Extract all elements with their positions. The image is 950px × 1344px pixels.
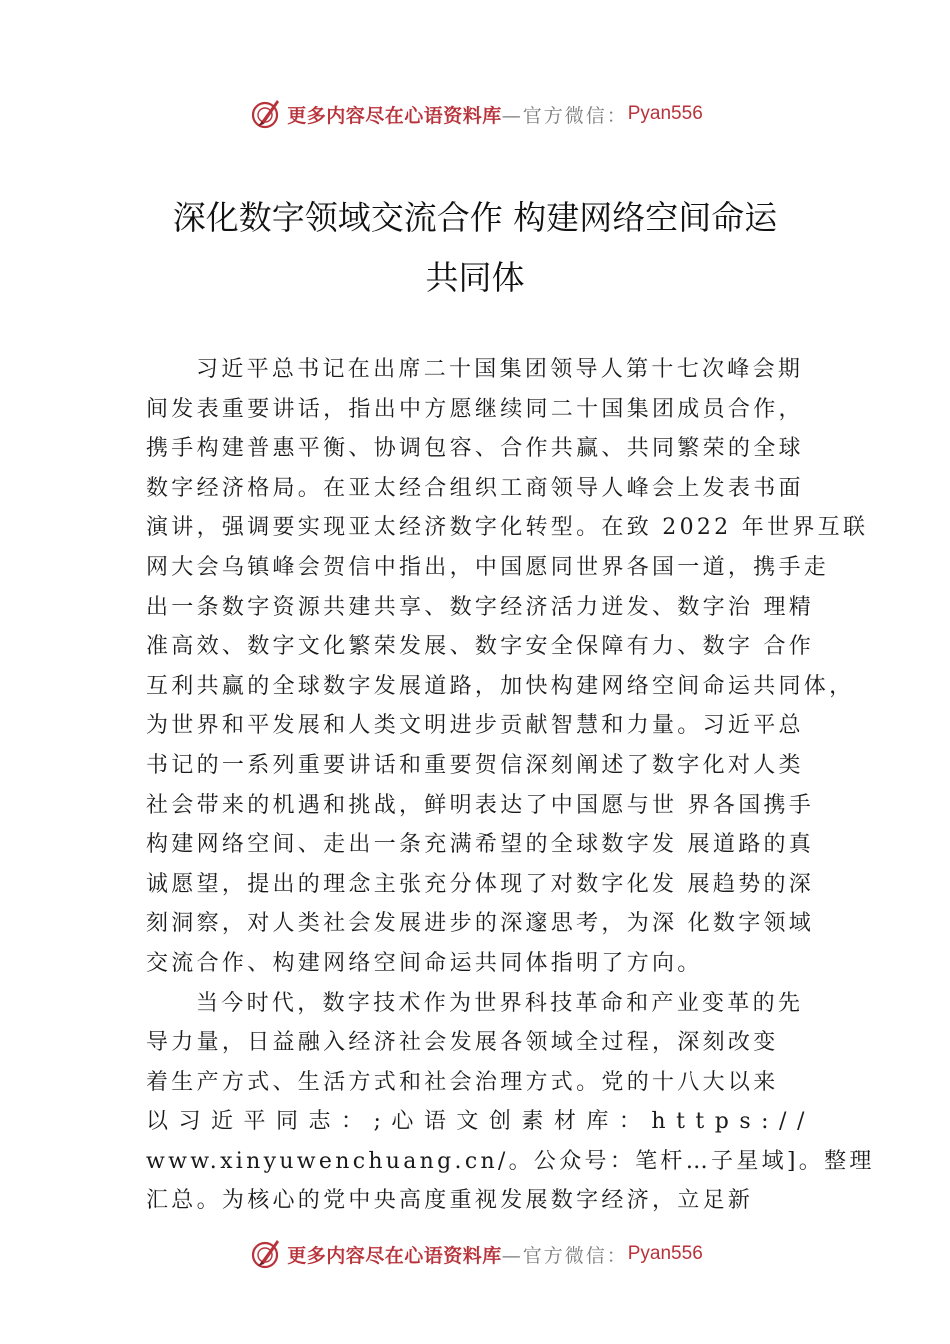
paragraph-2-line: 以习近平同志：;心语文创素材库：https:// — [146, 1109, 815, 1135]
footer-banner — [0, 1232, 950, 1276]
quill-seal-logo-icon — [247, 1236, 283, 1272]
paragraph-1-line: 出一条数字资源共建共享、数字经济活力迸发、数字治 理精 — [146, 594, 815, 620]
banner-site-name: 更多内容尽在心语资料库 — [287, 1244, 502, 1267]
paragraph-2-line: www.xinyuwenchuang.cn/。公众号：笔杆…子星域]。整理 — [146, 1148, 875, 1174]
paragraph-1-line: 数字经济格局。在亚太经合组织工商领导人峰会上发表书面 — [146, 475, 804, 501]
banner-separator: —官方微信： — [501, 1244, 628, 1267]
paragraph-1-line: 携手构建普惠平衡、协调包容、合作共赢、共同繁荣的全球 — [146, 436, 804, 462]
header-banner — [0, 92, 950, 136]
paragraph-1-line: 演讲，强调要实现亚太经济数字化转型。在致 2022 年世界互联 — [146, 515, 869, 541]
paragraph-1-line: 刻洞察，对人类社会发展进步的深邃思考，为深 化数字领域 — [146, 911, 815, 937]
banner-wechat-id: Pyan556 — [627, 103, 703, 124]
paragraph-2-line: 着生产方式、生活方式和社会治理方式。党的十八大以来 — [146, 1069, 779, 1095]
paragraph-1-line: 构建网络空间、走出一条充满希望的全球数字发 展道路的真 — [146, 832, 815, 858]
paragraph-1-line: 社会带来的机遇和挑战，鲜明表达了中国愿与世 界各国携手 — [146, 792, 815, 818]
paragraph-1-line: 互利共赢的全球数字发展道路，加快构建网络空间命运共同体， — [146, 673, 855, 699]
paragraph-1-line: 准高效、数字文化繁荣发展、数字安全保障有力、数字 合作 — [146, 634, 815, 660]
document-title-line-2: 共同体 — [425, 258, 525, 297]
paragraph-2-line: 导力量，日益融入经济社会发展各领域全过程，深刻改变 — [146, 1030, 779, 1056]
banner-separator: —官方微信： — [501, 104, 628, 127]
paragraph-1-line: 为世界和平发展和人类文明进步贡献智慧和力量。习近平总 — [146, 713, 804, 739]
paragraph-1-line: 书记的一系列重要讲话和重要贺信深刻阐述了数字化对人类 — [146, 752, 804, 778]
paragraph-1-line: 诚愿望，提出的理念主张充分体现了对数字化发 展趋势的深 — [146, 871, 815, 897]
paragraph-1-line: 网大会乌镇峰会贺信中指出，中国愿同世界各国一道，携手走 — [146, 554, 830, 580]
paragraph-1-line: 习近平总书记在出席二十国集团领导人第十七次峰会期 — [196, 357, 804, 382]
paragraph-1-line: 交流合作、构建网络空间命运共同体指明了方向。 — [146, 950, 703, 976]
paragraph-2-line: 汇总。为核心的党中央高度重视发展数字经济，立足新 — [146, 1188, 754, 1214]
document-title-line-1: 深化数字领域交流合作 构建网络空间命运 — [172, 198, 778, 237]
banner-site-name: 更多内容尽在心语资料库 — [287, 104, 502, 127]
paragraph-2-line: 当今时代，数字技术作为世界科技革命和产业变革的先 — [196, 990, 804, 1016]
paragraph-1-line: 间发表重要讲话，指出中方愿继续同二十国集团成员合作， — [146, 396, 804, 422]
quill-seal-logo-icon — [247, 96, 283, 132]
banner-wechat-id: Pyan556 — [627, 1243, 703, 1264]
document-body — [146, 350, 875, 1221]
